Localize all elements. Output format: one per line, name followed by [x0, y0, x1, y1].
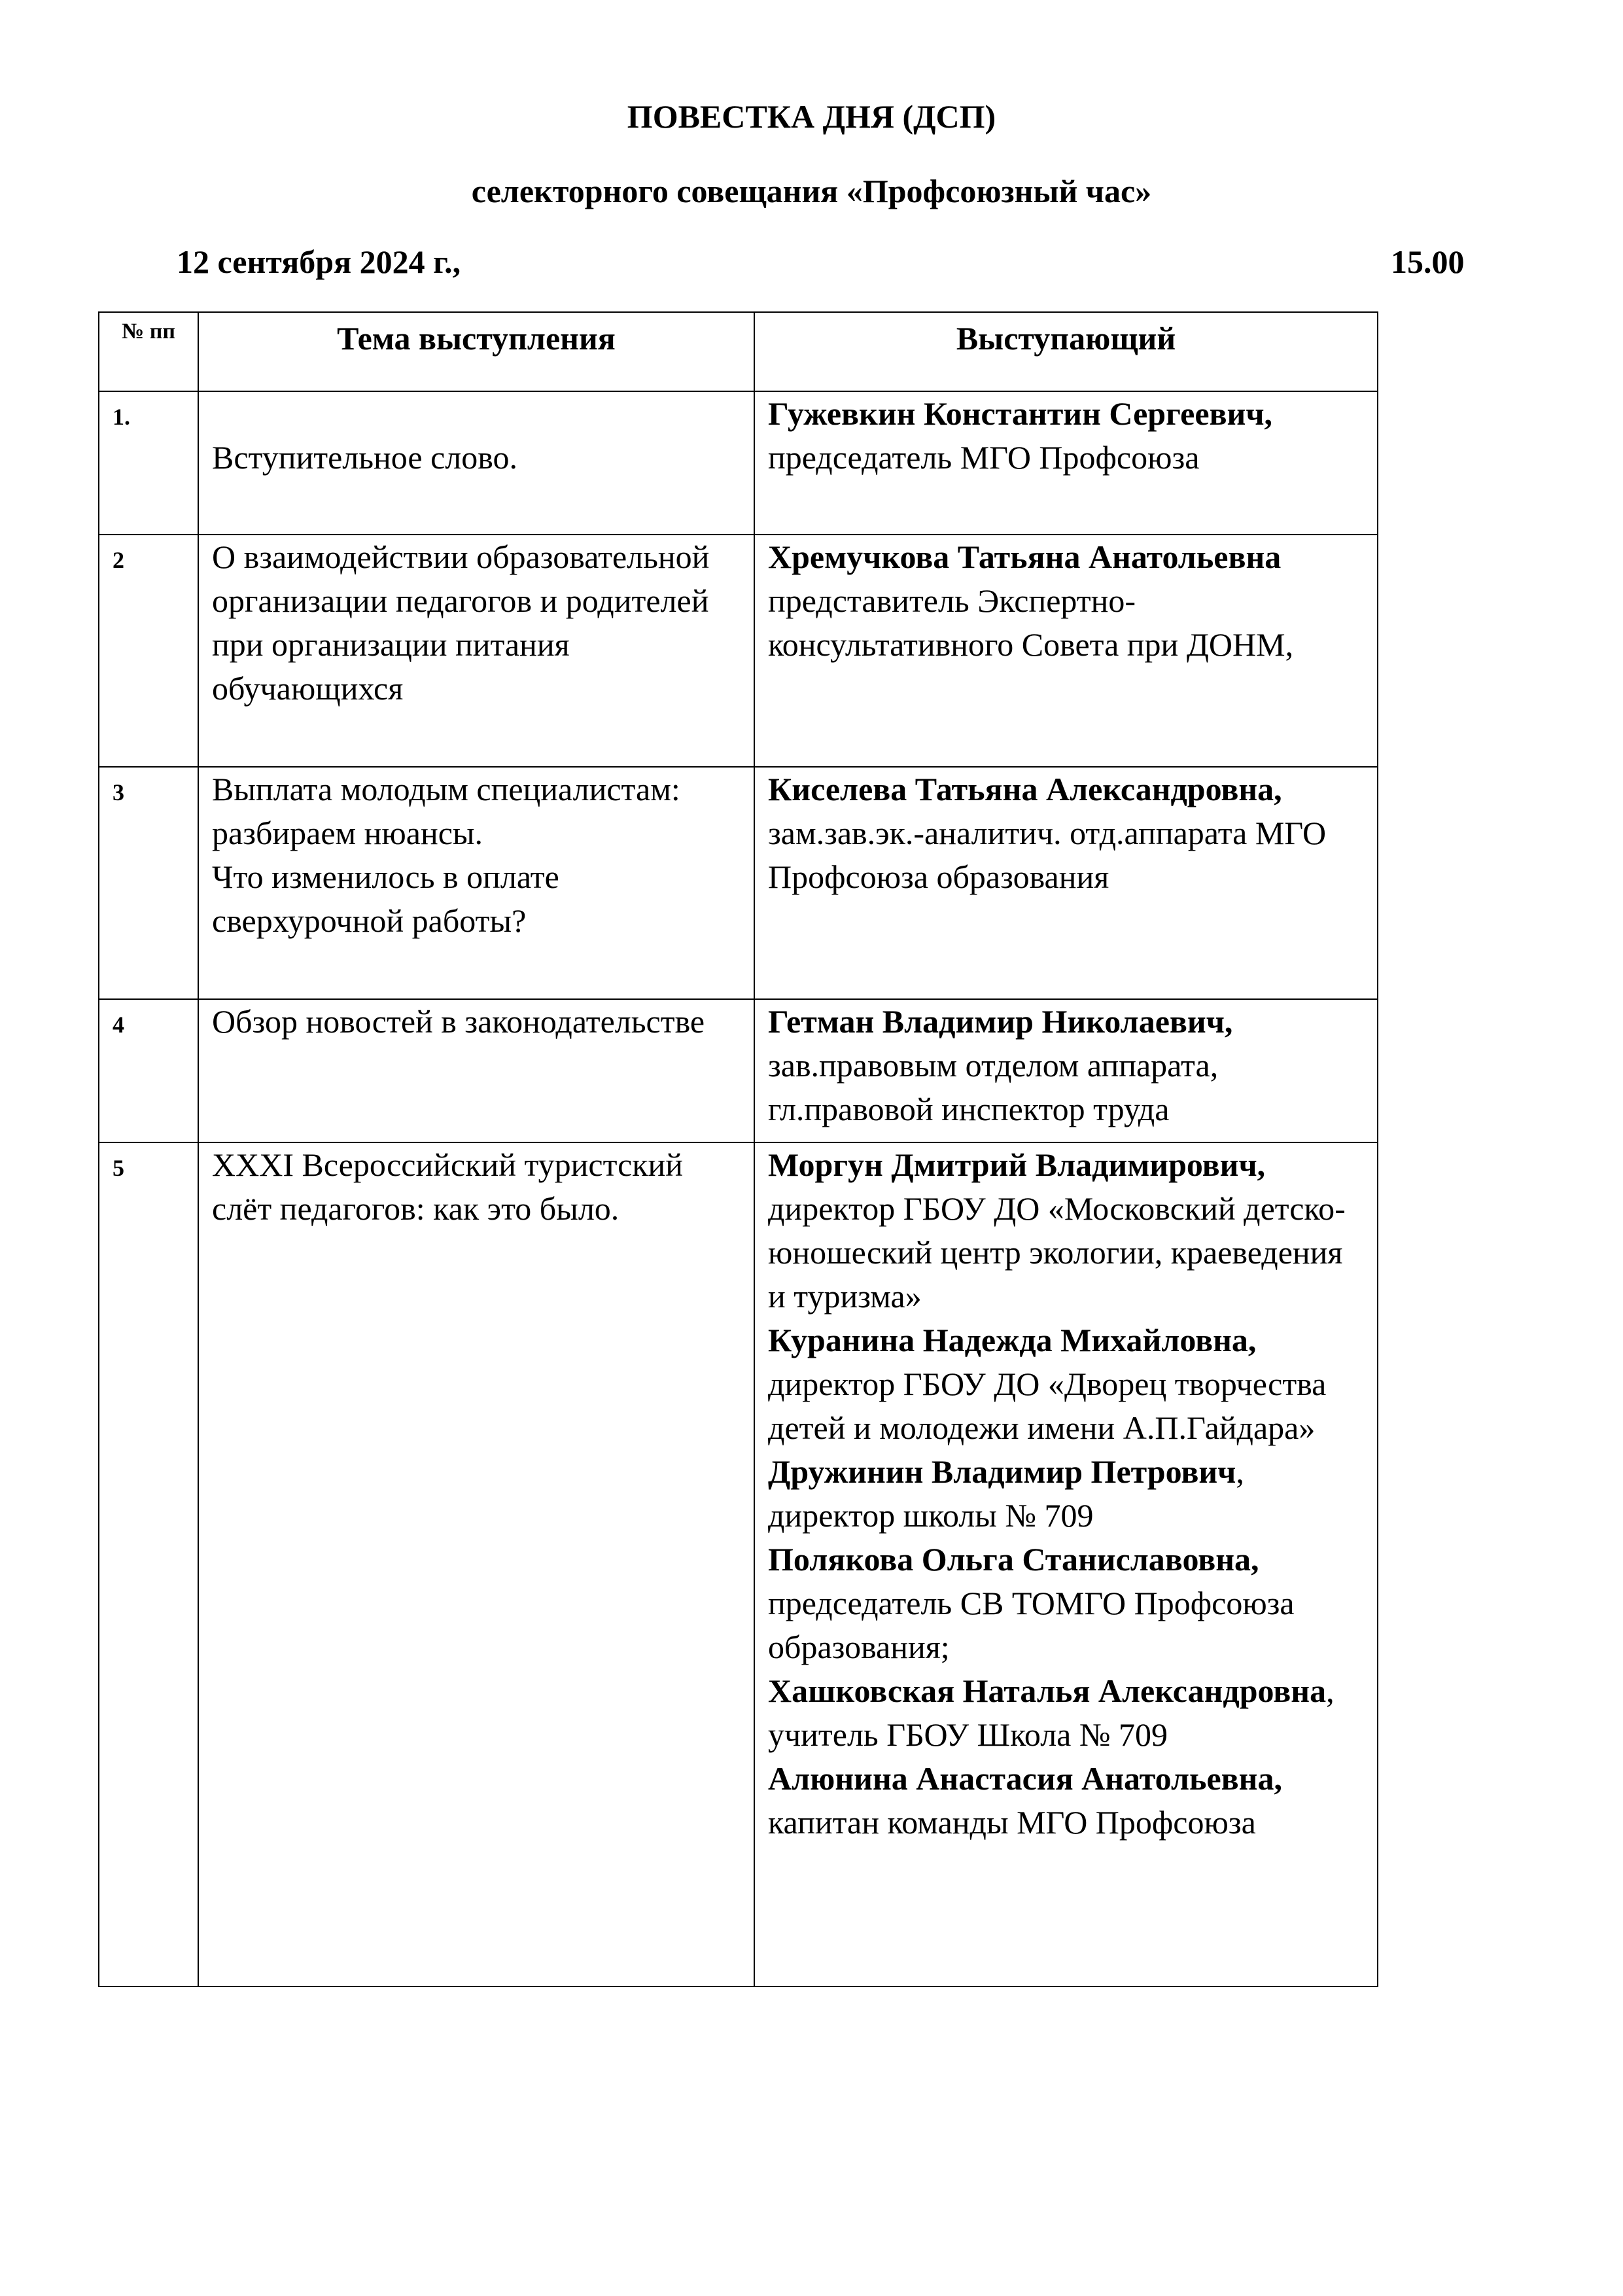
- topic-cell: [198, 535, 754, 767]
- meeting-date: 12 сентября 2024 г.,: [177, 243, 461, 280]
- speaker-role: , учитель ГБОУ Школа № 709: [768, 1672, 1335, 1753]
- speaker-name: Дружинин Владимир Петрович: [768, 1453, 1236, 1490]
- topic-text: Обзор новостей в законодательстве: [212, 1003, 705, 1040]
- topic-text: Что изменилось в оплате сверхурочной работы?: [212, 858, 559, 939]
- topic-cell: [198, 767, 754, 999]
- table-row: [99, 535, 1378, 767]
- speaker-entry: [768, 1450, 1364, 1538]
- document-subtitle: селекторного совещания «Профсоюзный час»: [471, 173, 1152, 209]
- speaker-entry: [768, 535, 1364, 667]
- topic-text: Выплата молодым специалистам: разбираем нюансы.: [212, 771, 680, 851]
- speaker-name: Алюнина Анастасия Анатольевна,: [768, 1760, 1282, 1797]
- speaker-entry: [768, 1538, 1364, 1669]
- speaker-name: Моргун Дмитрий Владимирович,: [768, 1146, 1266, 1183]
- agenda-table: [98, 311, 1378, 1987]
- speaker-role: директор ГБОУ ДО «Московский детско-юношеский центр экологии, краеведения и туризма»: [768, 1190, 1346, 1315]
- speaker-role: председатель СВ ТОМГО Профсоюза образования;: [768, 1585, 1295, 1665]
- speaker-name: Гужевкин Константин Сергеевич,: [768, 395, 1273, 432]
- table-header-row: [99, 312, 1378, 391]
- speaker-name: Киселева Татьяна Александровна,: [768, 771, 1282, 807]
- column-header-topic: Тема выступления: [198, 312, 754, 391]
- document-title: ПОВЕСТКА ДНЯ (ДСП): [627, 98, 996, 135]
- speaker-entry: [768, 1000, 1364, 1131]
- speaker-role: , директор школы № 709: [768, 1453, 1244, 1534]
- speaker-name: Гетман Владимир Николаевич,: [768, 1003, 1233, 1040]
- row-number: 1.: [99, 391, 198, 535]
- speaker-cell: [754, 999, 1378, 1142]
- row-number: 2: [99, 535, 198, 767]
- speaker-entry: [768, 1757, 1364, 1845]
- speaker-name: Полякова Ольга Станиславовна,: [768, 1541, 1259, 1578]
- table-row: [99, 999, 1378, 1142]
- topic-cell: [198, 1142, 754, 1987]
- topic-cell: [198, 391, 754, 535]
- table-row: [99, 1142, 1378, 1987]
- speaker-entry: [768, 1143, 1364, 1318]
- speaker-entry: [768, 392, 1364, 480]
- speaker-entry: [768, 768, 1364, 899]
- topic-cell: [198, 999, 754, 1142]
- table-row: [99, 391, 1378, 535]
- speaker-cell: [754, 391, 1378, 535]
- speaker-cell: [754, 1142, 1378, 1987]
- speaker-role: директор ГБОУ ДО «Дворец творчества детей и молодежи имени А.П.Гайдара»: [768, 1366, 1327, 1446]
- row-number: 5: [99, 1142, 198, 1987]
- speaker-name: Куранина Надежда Михайловна,: [768, 1322, 1257, 1358]
- speaker-role: зав.правовым отделом аппарата, гл.правовой инспектор труда: [768, 1047, 1219, 1127]
- meeting-time: 15.00: [1391, 243, 1465, 280]
- speaker-role: председатель МГО Профсоюза: [768, 439, 1200, 476]
- speaker-name: Хашковская Наталья Александровна: [768, 1672, 1327, 1709]
- topic-text: О взаимодействии образовательной организации педагогов и родителей при организации питания обучающихся: [212, 539, 710, 707]
- row-number: 4: [99, 999, 198, 1142]
- speaker-entry: [768, 1669, 1364, 1757]
- table-row: [99, 767, 1378, 999]
- column-header-number: № пп: [99, 312, 198, 391]
- topic-text: XXXI Всероссийский туристский слёт педагогов: как это было.: [212, 1146, 684, 1227]
- speaker-role: зам.зав.эк.-аналитич. отд.аппарата МГО Профсоюза образования: [768, 815, 1327, 895]
- speaker-cell: [754, 535, 1378, 767]
- row-number: 3: [99, 767, 198, 999]
- column-header-speaker: Выступающий: [754, 312, 1378, 391]
- speaker-cell: [754, 767, 1378, 999]
- speaker-entry: [768, 1318, 1364, 1450]
- speaker-name: Хремучкова Татьяна Анатольевна: [768, 539, 1282, 575]
- speaker-role: капитан команды МГО Профсоюза: [768, 1804, 1256, 1841]
- speaker-role: представитель Экспертно-консультативного Совета при ДОНМ,: [768, 582, 1294, 663]
- topic-text: Вступительное слово.: [212, 439, 518, 476]
